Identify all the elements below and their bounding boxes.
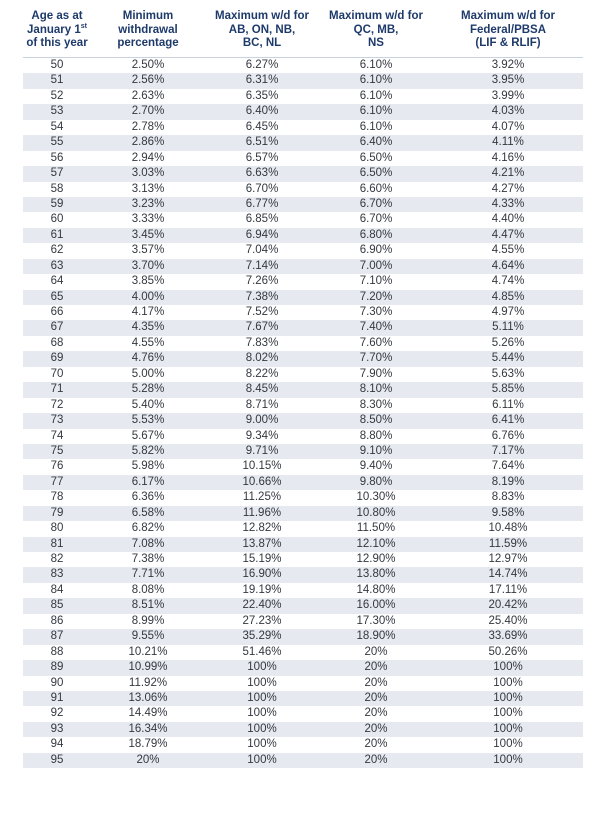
max-ab-cell: 6.45% bbox=[245, 120, 279, 133]
age-cell: 88 bbox=[50, 645, 64, 658]
minimum-cell: 2.78% bbox=[131, 120, 165, 133]
minimum-cell: 3.70% bbox=[131, 259, 165, 272]
max-federal-cell: 4.11% bbox=[492, 136, 524, 149]
max-qc-cell: 8.80% bbox=[359, 429, 393, 442]
minimum-cell: 3.03% bbox=[131, 167, 165, 180]
max-federal-cell: 4.85% bbox=[491, 290, 525, 303]
max-federal-cell: 8.19% bbox=[491, 475, 525, 488]
age-cell: 56 bbox=[50, 151, 64, 164]
max-qc-cell: 6.10% bbox=[359, 105, 393, 118]
minimum-cell: 7.08% bbox=[131, 537, 165, 550]
age-cell: 77 bbox=[50, 475, 64, 488]
age-cell: 58 bbox=[50, 182, 64, 195]
table-row bbox=[23, 614, 583, 629]
minimum-cell: 14.49% bbox=[128, 707, 168, 720]
header-minimum-withdrawal: Minimum withdrawal percentage bbox=[117, 10, 179, 49]
age-cell: 78 bbox=[50, 491, 64, 504]
age-cell: 71 bbox=[50, 383, 64, 396]
max-federal-cell: 11.59% bbox=[488, 537, 528, 550]
max-ab-cell: 11.96% bbox=[242, 506, 282, 519]
table-row bbox=[23, 151, 583, 166]
max-ab-cell: 100% bbox=[247, 722, 277, 735]
age-cell: 51 bbox=[50, 74, 64, 87]
max-qc-cell: 6.70% bbox=[359, 213, 393, 226]
age-cell: 72 bbox=[50, 398, 64, 411]
minimum-cell: 2.50% bbox=[131, 59, 165, 71]
minimum-cell: 8.51% bbox=[131, 599, 165, 612]
minimum-cell: 6.82% bbox=[131, 522, 165, 535]
max-ab-cell: 7.38% bbox=[245, 290, 279, 303]
minimum-cell: 3.33% bbox=[131, 213, 165, 226]
table-row bbox=[23, 506, 583, 521]
max-ab-cell: 6.94% bbox=[245, 228, 279, 241]
table-row bbox=[23, 182, 583, 197]
age-cell: 84 bbox=[50, 583, 64, 596]
max-qc-cell: 8.50% bbox=[359, 414, 393, 427]
max-qc-cell: 6.70% bbox=[359, 197, 393, 210]
minimum-cell: 10.99% bbox=[128, 661, 168, 674]
max-ab-cell: 10.66% bbox=[242, 475, 282, 488]
table-row bbox=[23, 259, 583, 274]
minimum-cell: 4.00% bbox=[131, 290, 165, 303]
max-qc-cell: 20% bbox=[364, 691, 388, 704]
max-qc-cell: 7.10% bbox=[359, 275, 393, 288]
max-ab-cell: 19.19% bbox=[242, 583, 282, 596]
max-federal-cell: 3.92% bbox=[491, 59, 525, 71]
table-row bbox=[23, 58, 583, 73]
table-row bbox=[23, 660, 583, 675]
max-federal-cell: 6.76% bbox=[491, 429, 525, 442]
table-row bbox=[23, 706, 583, 721]
age-cell: 50 bbox=[50, 59, 64, 71]
minimum-cell: 6.58% bbox=[131, 506, 165, 519]
minimum-cell: 5.40% bbox=[131, 398, 165, 411]
max-federal-cell: 25.40% bbox=[488, 614, 528, 627]
age-cell: 64 bbox=[50, 275, 64, 288]
max-ab-cell: 7.04% bbox=[245, 244, 279, 257]
max-qc-cell: 14.80% bbox=[356, 583, 396, 596]
max-ab-cell: 6.27% bbox=[245, 59, 279, 71]
table-row bbox=[23, 459, 583, 474]
max-qc-cell: 7.30% bbox=[359, 306, 393, 318]
max-federal-cell: 6.11% bbox=[492, 398, 524, 411]
max-federal-cell: 12.97% bbox=[488, 553, 528, 565]
max-ab-cell: 22.40% bbox=[242, 599, 282, 612]
table-row bbox=[23, 398, 583, 413]
minimum-cell: 2.86% bbox=[131, 136, 165, 149]
max-ab-cell: 9.00% bbox=[245, 414, 279, 427]
max-federal-cell: 7.17% bbox=[491, 444, 525, 457]
max-ab-cell: 7.14% bbox=[245, 259, 279, 272]
max-qc-cell: 6.50% bbox=[359, 167, 393, 180]
age-cell: 82 bbox=[50, 553, 64, 565]
max-qc-cell: 20% bbox=[364, 645, 388, 658]
minimum-cell: 7.71% bbox=[131, 568, 165, 581]
table-row bbox=[23, 567, 583, 582]
minimum-cell: 2.63% bbox=[131, 89, 165, 102]
max-federal-cell: 4.74% bbox=[491, 275, 525, 288]
table-row bbox=[23, 336, 583, 351]
age-cell: 74 bbox=[50, 429, 64, 442]
table-row bbox=[23, 212, 583, 227]
max-ab-cell: 100% bbox=[247, 676, 277, 689]
max-ab-cell: 7.83% bbox=[245, 336, 279, 349]
max-federal-cell: 9.58% bbox=[491, 506, 525, 519]
max-federal-cell: 5.26% bbox=[491, 336, 525, 349]
max-qc-cell: 9.10% bbox=[359, 444, 393, 457]
age-cell: 83 bbox=[50, 568, 64, 581]
age-cell: 75 bbox=[50, 444, 64, 457]
table-row bbox=[23, 73, 583, 88]
table-row bbox=[23, 104, 583, 119]
table-row bbox=[23, 537, 583, 552]
age-cell: 70 bbox=[50, 367, 64, 380]
max-ab-cell: 7.67% bbox=[245, 321, 279, 334]
max-qc-cell: 20% bbox=[364, 676, 388, 689]
age-cell: 67 bbox=[50, 321, 64, 334]
table-row bbox=[23, 305, 583, 320]
max-qc-cell: 20% bbox=[364, 722, 388, 735]
table-row bbox=[23, 320, 583, 335]
age-cell: 53 bbox=[50, 105, 64, 118]
max-qc-cell: 6.80% bbox=[359, 228, 393, 241]
table-row bbox=[23, 691, 583, 706]
minimum-cell: 3.85% bbox=[131, 275, 165, 288]
minimum-cell: 7.38% bbox=[131, 553, 165, 565]
minimum-cell: 3.23% bbox=[131, 197, 165, 210]
max-qc-cell: 10.80% bbox=[356, 506, 396, 519]
age-cell: 57 bbox=[50, 167, 64, 180]
minimum-cell: 6.17% bbox=[131, 475, 165, 488]
max-ab-cell: 100% bbox=[247, 691, 277, 704]
table-row bbox=[23, 552, 583, 567]
max-federal-cell: 100% bbox=[493, 661, 523, 674]
max-ab-cell: 6.31% bbox=[245, 74, 279, 87]
minimum-cell: 5.28% bbox=[131, 383, 165, 396]
table-row bbox=[23, 413, 583, 428]
table-row bbox=[23, 290, 583, 305]
max-ab-cell: 7.26% bbox=[245, 275, 279, 288]
age-cell: 93 bbox=[50, 722, 64, 735]
max-federal-cell: 100% bbox=[493, 738, 523, 751]
table-row bbox=[23, 490, 583, 505]
max-qc-cell: 13.80% bbox=[356, 568, 396, 581]
max-ab-cell: 7.52% bbox=[245, 306, 279, 318]
max-qc-cell: 10.30% bbox=[356, 491, 396, 504]
minimum-cell: 4.55% bbox=[131, 336, 165, 349]
max-ab-cell: 6.40% bbox=[245, 105, 279, 118]
max-ab-cell: 51.46% bbox=[242, 645, 282, 658]
max-qc-cell: 7.20% bbox=[359, 290, 393, 303]
max-ab-cell: 6.57% bbox=[245, 151, 279, 164]
table-row bbox=[23, 737, 583, 752]
age-cell: 54 bbox=[50, 120, 64, 133]
age-cell: 85 bbox=[50, 599, 64, 612]
max-ab-cell: 12.82% bbox=[242, 522, 282, 535]
age-cell: 89 bbox=[50, 661, 64, 674]
max-qc-cell: 16.00% bbox=[356, 599, 396, 612]
max-federal-cell: 17.11% bbox=[488, 583, 528, 596]
max-federal-cell: 5.11% bbox=[492, 321, 524, 334]
minimum-cell: 9.55% bbox=[131, 630, 165, 643]
withdrawal-table bbox=[23, 10, 583, 768]
age-cell: 63 bbox=[50, 259, 64, 272]
minimum-cell: 8.99% bbox=[131, 614, 165, 627]
max-ab-cell: 6.70% bbox=[245, 182, 279, 195]
max-qc-cell: 6.10% bbox=[359, 74, 393, 87]
minimum-cell: 4.17% bbox=[131, 306, 165, 318]
max-federal-cell: 4.33% bbox=[491, 197, 525, 210]
table-row bbox=[23, 475, 583, 490]
minimum-cell: 11.92% bbox=[128, 676, 168, 689]
max-ab-cell: 9.71% bbox=[245, 444, 279, 457]
age-cell: 86 bbox=[50, 614, 64, 627]
max-federal-cell: 4.21% bbox=[491, 167, 525, 180]
max-ab-cell: 11.25% bbox=[242, 491, 282, 504]
max-ab-cell: 6.85% bbox=[245, 213, 279, 226]
max-qc-cell: 6.10% bbox=[359, 89, 393, 102]
header-max-qc-mb-ns: Maximum w/d for QC, MB, NS bbox=[329, 10, 423, 49]
max-qc-cell: 17.30% bbox=[356, 614, 396, 627]
age-cell: 81 bbox=[50, 537, 64, 550]
max-qc-cell: 7.00% bbox=[359, 259, 393, 272]
minimum-cell: 20% bbox=[136, 753, 160, 766]
minimum-cell: 13.06% bbox=[128, 691, 168, 704]
table-row bbox=[23, 120, 583, 135]
table-body bbox=[23, 57, 583, 768]
max-qc-cell: 6.40% bbox=[359, 136, 393, 149]
minimum-cell: 3.13% bbox=[131, 182, 165, 195]
max-qc-cell: 8.30% bbox=[359, 398, 393, 411]
minimum-cell: 8.08% bbox=[131, 583, 165, 596]
max-qc-cell: 7.60% bbox=[359, 336, 393, 349]
max-federal-cell: 100% bbox=[493, 707, 523, 720]
max-qc-cell: 9.80% bbox=[359, 475, 393, 488]
table-row bbox=[23, 243, 583, 258]
max-federal-cell: 20.42% bbox=[488, 599, 528, 612]
max-federal-cell: 5.85% bbox=[491, 383, 525, 396]
minimum-cell: 6.36% bbox=[131, 491, 165, 504]
table-row bbox=[23, 228, 583, 243]
table-row bbox=[23, 197, 583, 212]
max-ab-cell: 8.71% bbox=[245, 398, 279, 411]
age-cell: 95 bbox=[50, 753, 64, 766]
max-federal-cell: 6.41% bbox=[491, 414, 525, 427]
table-row bbox=[23, 274, 583, 289]
max-federal-cell: 10.48% bbox=[488, 522, 528, 535]
minimum-cell: 2.56% bbox=[131, 74, 165, 87]
age-cell: 94 bbox=[50, 738, 64, 751]
max-federal-cell: 4.27% bbox=[491, 182, 525, 195]
max-ab-cell: 100% bbox=[247, 707, 277, 720]
minimum-cell: 3.57% bbox=[131, 244, 165, 257]
minimum-cell: 2.70% bbox=[131, 105, 165, 118]
table-row bbox=[23, 89, 583, 104]
max-ab-cell: 6.63% bbox=[245, 167, 279, 180]
minimum-cell: 5.00% bbox=[131, 367, 165, 380]
age-cell: 79 bbox=[50, 506, 64, 519]
max-federal-cell: 100% bbox=[493, 722, 523, 735]
minimum-cell: 2.94% bbox=[131, 151, 165, 164]
max-qc-cell: 6.50% bbox=[359, 151, 393, 164]
header-age: Age as at January 1st of this year bbox=[26, 10, 88, 49]
max-federal-cell: 7.64% bbox=[491, 460, 525, 473]
max-qc-cell: 20% bbox=[364, 738, 388, 751]
age-cell: 68 bbox=[50, 336, 64, 349]
table-row bbox=[23, 351, 583, 366]
table-row bbox=[23, 382, 583, 397]
max-federal-cell: 3.95% bbox=[491, 74, 525, 87]
max-qc-cell: 6.90% bbox=[359, 244, 393, 257]
max-federal-cell: 4.40% bbox=[491, 213, 525, 226]
max-ab-cell: 9.34% bbox=[245, 429, 279, 442]
max-federal-cell: 4.16% bbox=[491, 151, 525, 164]
age-cell: 80 bbox=[50, 522, 64, 535]
table-row bbox=[23, 629, 583, 644]
max-qc-cell: 9.40% bbox=[359, 460, 393, 473]
minimum-cell: 3.45% bbox=[131, 228, 165, 241]
minimum-cell: 4.76% bbox=[131, 352, 165, 365]
max-ab-cell: 6.77% bbox=[245, 197, 279, 210]
max-qc-cell: 6.10% bbox=[359, 120, 393, 133]
max-ab-cell: 6.51% bbox=[245, 136, 279, 149]
max-qc-cell: 6.60% bbox=[359, 182, 393, 195]
header-max-federal-pbsa: Maximum w/d for Federal/PBSA (LIF & RLIF) bbox=[461, 10, 555, 49]
max-ab-cell: 10.15% bbox=[242, 460, 282, 473]
max-qc-cell: 12.10% bbox=[356, 537, 396, 550]
minimum-cell: 10.21% bbox=[128, 645, 168, 658]
max-federal-cell: 33.69% bbox=[488, 630, 528, 643]
age-cell: 62 bbox=[50, 244, 64, 257]
minimum-cell: 5.53% bbox=[131, 414, 165, 427]
max-federal-cell: 4.03% bbox=[491, 105, 525, 118]
table-row bbox=[23, 722, 583, 737]
max-qc-cell: 20% bbox=[364, 661, 388, 674]
max-federal-cell: 5.63% bbox=[491, 367, 525, 380]
max-qc-cell: 20% bbox=[364, 753, 388, 766]
age-cell: 73 bbox=[50, 414, 64, 427]
max-federal-cell: 100% bbox=[493, 753, 523, 766]
max-ab-cell: 100% bbox=[247, 661, 277, 674]
max-qc-cell: 11.50% bbox=[356, 522, 396, 535]
minimum-cell: 18.79% bbox=[128, 738, 168, 751]
minimum-cell: 5.98% bbox=[131, 460, 165, 473]
max-federal-cell: 14.74% bbox=[488, 568, 528, 581]
max-ab-cell: 35.29% bbox=[242, 630, 282, 643]
age-cell: 60 bbox=[50, 213, 64, 226]
max-ab-cell: 27.23% bbox=[242, 614, 282, 627]
max-qc-cell: 12.90% bbox=[356, 553, 396, 565]
max-ab-cell: 100% bbox=[247, 753, 277, 766]
max-federal-cell: 8.83% bbox=[491, 491, 525, 504]
table-row bbox=[23, 598, 583, 613]
max-federal-cell: 5.44% bbox=[491, 352, 525, 365]
max-federal-cell: 100% bbox=[493, 691, 523, 704]
max-federal-cell: 4.55% bbox=[491, 244, 525, 257]
table-row bbox=[23, 645, 583, 660]
table-row bbox=[23, 135, 583, 150]
max-federal-cell: 50.26% bbox=[488, 645, 528, 658]
age-cell: 87 bbox=[50, 630, 64, 643]
max-qc-cell: 8.10% bbox=[359, 383, 393, 396]
age-cell: 69 bbox=[50, 352, 64, 365]
table-row bbox=[23, 429, 583, 444]
max-federal-cell: 4.47% bbox=[491, 228, 525, 241]
max-ab-cell: 15.19% bbox=[242, 553, 282, 565]
max-federal-cell: 4.07% bbox=[491, 120, 525, 133]
max-qc-cell: 6.10% bbox=[359, 59, 393, 71]
age-cell: 65 bbox=[50, 290, 64, 303]
age-cell: 59 bbox=[50, 197, 64, 210]
max-ab-cell: 13.87% bbox=[242, 537, 282, 550]
max-ab-cell: 16.90% bbox=[242, 568, 282, 581]
age-cell: 76 bbox=[50, 460, 64, 473]
max-federal-cell: 3.99% bbox=[491, 89, 525, 102]
max-federal-cell: 4.64% bbox=[491, 259, 525, 272]
max-qc-cell: 20% bbox=[364, 707, 388, 720]
age-cell: 66 bbox=[50, 306, 64, 318]
max-federal-cell: 100% bbox=[493, 676, 523, 689]
table-header bbox=[23, 10, 583, 56]
table-row bbox=[23, 521, 583, 536]
max-qc-cell: 7.40% bbox=[359, 321, 393, 334]
age-cell: 55 bbox=[50, 136, 64, 149]
age-cell: 90 bbox=[50, 676, 64, 689]
max-ab-cell: 100% bbox=[247, 738, 277, 751]
age-cell: 92 bbox=[50, 707, 64, 720]
table-row bbox=[23, 166, 583, 181]
header-max-ab-on-nb-bc-nl: Maximum w/d for AB, ON, NB, BC, NL bbox=[215, 10, 309, 49]
minimum-cell: 16.34% bbox=[128, 722, 168, 735]
table-row bbox=[23, 583, 583, 598]
age-cell: 91 bbox=[50, 691, 64, 704]
max-qc-cell: 18.90% bbox=[356, 630, 396, 643]
table-row bbox=[23, 444, 583, 459]
max-federal-cell: 4.97% bbox=[491, 306, 525, 318]
max-ab-cell: 8.45% bbox=[245, 383, 279, 396]
age-cell: 52 bbox=[50, 89, 64, 102]
table-row bbox=[23, 753, 583, 768]
max-ab-cell: 8.02% bbox=[245, 352, 279, 365]
max-qc-cell: 7.70% bbox=[359, 352, 393, 365]
table-row bbox=[23, 676, 583, 691]
minimum-cell: 5.82% bbox=[131, 444, 165, 457]
max-ab-cell: 8.22% bbox=[245, 367, 279, 380]
age-cell: 61 bbox=[50, 228, 64, 241]
minimum-cell: 5.67% bbox=[131, 429, 165, 442]
max-ab-cell: 6.35% bbox=[245, 89, 279, 102]
table-row bbox=[23, 367, 583, 382]
max-qc-cell: 7.90% bbox=[359, 367, 393, 380]
minimum-cell: 4.35% bbox=[131, 321, 165, 334]
